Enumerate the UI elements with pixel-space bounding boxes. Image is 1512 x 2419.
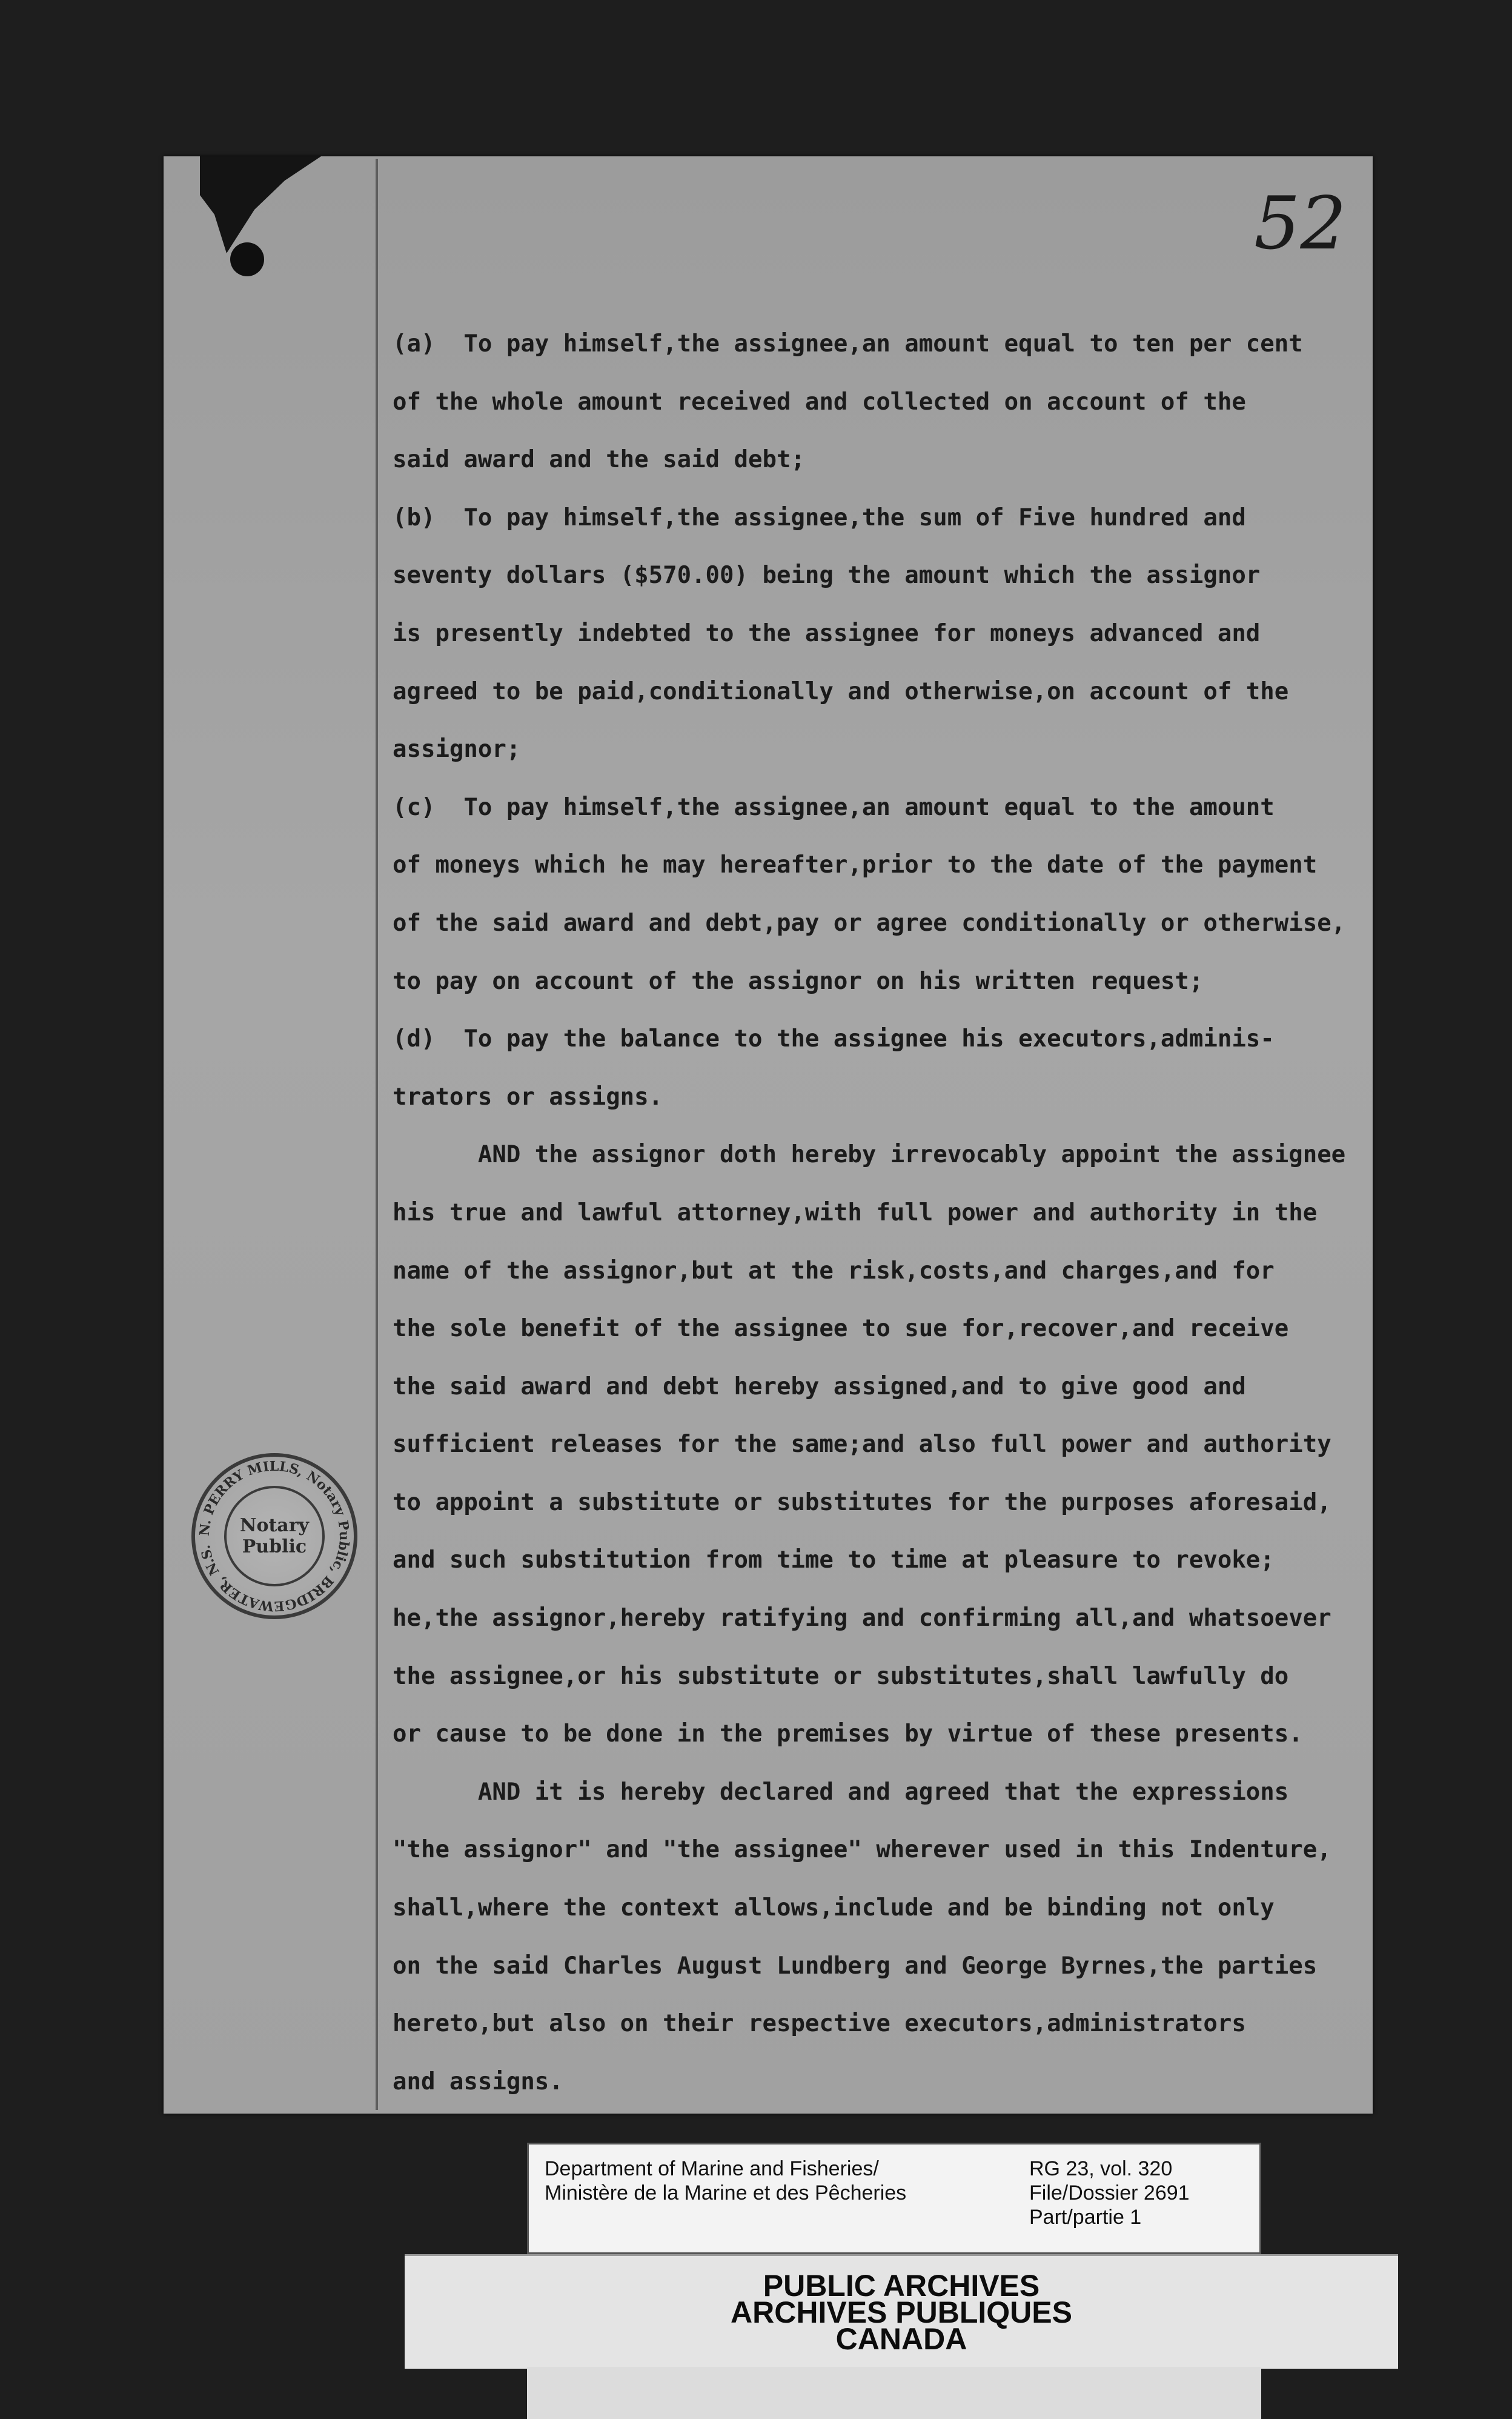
text-line: shall,where the context allows,include and be binding not only bbox=[393, 1894, 1275, 1922]
text-line: (d) To pay the balance to the assignee his executors,adminis- bbox=[393, 1025, 1275, 1053]
text-line: hereto,but also on their respective executors,administrators bbox=[393, 2010, 1246, 2038]
text-line: assignor; bbox=[393, 736, 521, 764]
punch-hole bbox=[230, 242, 264, 276]
archives-stamp bbox=[405, 2254, 1398, 2369]
text-line: of moneys which he may hereafter,prior to the date of the payment bbox=[393, 851, 1318, 879]
text-line: to pay on account of the assignor on his written request; bbox=[393, 967, 1204, 995]
page-number: 52 bbox=[1254, 182, 1347, 266]
part-partie: Part/partie 1 bbox=[1029, 2206, 1142, 2229]
document-body bbox=[393, 315, 1374, 2111]
text-line: to appoint a substitute or substitutes for the purposes aforesaid, bbox=[393, 1488, 1331, 1516]
archives-line-1: PUBLIC ARCHIVES bbox=[763, 2269, 1040, 2303]
text-line: he,the assignor,hereby ratifying and confirming all,and whatsoever bbox=[393, 1605, 1331, 1632]
archive-label bbox=[527, 2143, 1261, 2254]
notary-seal bbox=[191, 1453, 357, 1619]
department-french: Ministère de la Marine et des Pêcheries bbox=[545, 2181, 907, 2204]
text-line: AND it is hereby declared and agreed that the expressions bbox=[393, 1778, 1289, 1806]
text-line: name of the assignor,but at the risk,costs,and charges,and for bbox=[393, 1257, 1275, 1285]
text-line: on the said Charles August Lundberg and George Byrnes,the parties bbox=[393, 1952, 1318, 1980]
archives-line-2: ARCHIVES PUBLIQUES bbox=[731, 2295, 1072, 2329]
seal-inner-line-1: Notary bbox=[240, 1515, 309, 1536]
text-line: and assigns. bbox=[393, 2068, 563, 2095]
text-line: the said award and debt hereby assigned,and to give good and bbox=[393, 1373, 1246, 1400]
text-line: of the whole amount received and collected on account of the bbox=[393, 388, 1246, 416]
text-line: (a) To pay himself,the assignee,an amount equal to ten per cent bbox=[393, 330, 1303, 358]
archives-line-3: CANADA bbox=[835, 2322, 967, 2356]
text-line: his true and lawful attorney,with full power and authority in the bbox=[393, 1199, 1318, 1226]
text-line: trators or assigns. bbox=[393, 1083, 663, 1111]
seal-center bbox=[224, 1486, 325, 1586]
text-line: seventy dollars ($570.00) being the amount which the assignor bbox=[393, 562, 1261, 590]
file-dossier: File/Dossier 2691 bbox=[1029, 2181, 1190, 2204]
text-line: the assignee,or his substitute or substitutes,shall lawfully do bbox=[393, 1662, 1289, 1690]
text-line: said award and the said debt; bbox=[393, 446, 805, 474]
margin-rule bbox=[376, 159, 378, 2110]
text-line: (b) To pay himself,the assignee,the sum of Five hundred and bbox=[393, 504, 1246, 531]
text-line: AND the assignor doth hereby irrevocably appoint the assignee bbox=[393, 1141, 1346, 1169]
text-line: is presently indebted to the assignee for moneys advanced and bbox=[393, 619, 1261, 647]
seal-ring-text: N. PERRY MILLS, Notary Public, BRIDGEWATER, N.S. bbox=[196, 1458, 353, 1614]
text-line: or cause to be done in the premises by virtue of these presents. bbox=[393, 1720, 1303, 1748]
text-line: "the assignor" and "the assignee" wherever used in this Indenture, bbox=[393, 1836, 1331, 1864]
text-line: and such substitution from time to time at pleasure to revoke; bbox=[393, 1546, 1275, 1574]
text-line: (c) To pay himself,the assignee,an amount equal to the amount bbox=[393, 793, 1275, 821]
text-line: of the said award and debt,pay or agree conditionally or otherwise, bbox=[393, 909, 1346, 937]
department-block bbox=[545, 2157, 906, 2205]
record-group: RG 23, vol. 320 bbox=[1029, 2157, 1173, 2180]
text-line: agreed to be paid,conditionally and otherwise,on account of the bbox=[393, 677, 1289, 705]
department-english: Department of Marine and Fisheries/ bbox=[545, 2157, 879, 2180]
text-line: sufficient releases for the same;and also full power and authority bbox=[393, 1431, 1331, 1459]
seal-inner-line-2: Public bbox=[242, 1536, 307, 1557]
reference-block bbox=[1029, 2157, 1190, 2229]
label-strip-bottom bbox=[527, 2367, 1261, 2419]
text-line: the sole benefit of the assignee to sue for,recover,and receive bbox=[393, 1315, 1289, 1343]
